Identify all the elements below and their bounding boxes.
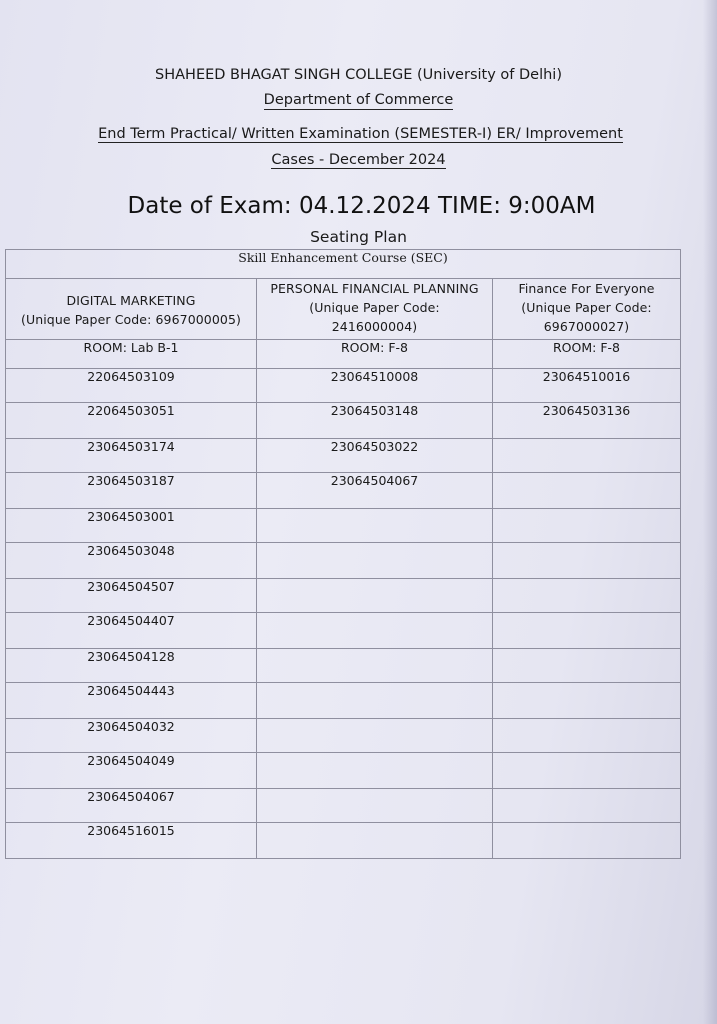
seating-plan-title: Seating Plan <box>310 228 407 246</box>
roll-number-cell: 23064503048 <box>6 543 257 579</box>
roll-number-cell: 23064504067 <box>257 473 493 509</box>
roll-number-cell: 23064503174 <box>6 439 257 473</box>
table-title: Skill Enhancement Course (SEC) <box>6 250 681 279</box>
roll-number-cell <box>257 789 493 823</box>
department-name <box>0 92 717 108</box>
roll-number-cell <box>493 473 681 509</box>
seating-plan-table <box>5 249 681 859</box>
paper-code: (Unique Paper Code: 6967000005) <box>20 312 241 327</box>
roll-number-cell <box>257 753 493 789</box>
course-name: Finance For Everyone <box>518 281 655 296</box>
roll-number-cell <box>493 579 681 613</box>
exam-date-time: Date of Exam: 04.12.2024 TIME: 9:00AM <box>127 193 596 219</box>
table-row <box>6 753 681 789</box>
roll-number-cell <box>493 613 681 649</box>
course-name: DIGITAL MARKETING <box>66 293 196 308</box>
course-name: PERSONAL FINANCIAL PLANNING <box>270 281 479 296</box>
roll-number-cell: 23064504443 <box>6 683 257 719</box>
exam-title-line1 <box>2 126 717 142</box>
table-row <box>6 579 681 613</box>
roll-number-cell: 23064503136 <box>493 403 681 439</box>
department-text: Department of Commerce <box>263 92 454 108</box>
roll-number-cell <box>493 789 681 823</box>
roll-number-cell <box>257 683 493 719</box>
course-header-cell <box>493 279 681 340</box>
roll-number-cell <box>493 823 681 859</box>
paper-code: (Unique Paper Code: <box>309 300 440 315</box>
roll-number-cell: 23064510016 <box>493 369 681 403</box>
table-row <box>6 369 681 403</box>
roll-number-cell <box>493 649 681 683</box>
roll-number-cell: 23064504032 <box>6 719 257 753</box>
roll-number-cell: 23064504049 <box>6 753 257 789</box>
roll-number-cell: 23064510008 <box>257 369 493 403</box>
table-row <box>6 439 681 473</box>
roll-number-cell <box>257 509 493 543</box>
table-row <box>6 509 681 543</box>
room-cell: ROOM: Lab B-1 <box>6 340 257 369</box>
roll-number-cell: 23064504067 <box>6 789 257 823</box>
roll-number-cell: 23064504507 <box>6 579 257 613</box>
roll-number-cell: 23064503148 <box>257 403 493 439</box>
roll-number-cell: 23064516015 <box>6 823 257 859</box>
roll-number-cell: 23064503022 <box>257 439 493 473</box>
roll-number-cell <box>493 719 681 753</box>
paper-code-line2: 2416000004) <box>331 319 418 334</box>
roll-number-cell: 23064504128 <box>6 649 257 683</box>
roll-number-cell <box>257 543 493 579</box>
course-header-row <box>6 279 681 340</box>
roll-number-cell <box>257 823 493 859</box>
course-header-cell <box>6 279 257 340</box>
roll-number-cell <box>493 509 681 543</box>
paper-code: (Unique Paper Code: <box>521 300 652 315</box>
roll-number-cell <box>257 649 493 683</box>
roll-number-cell <box>493 753 681 789</box>
table-row <box>6 543 681 579</box>
table-row <box>6 683 681 719</box>
roll-number-cell: 23064504407 <box>6 613 257 649</box>
roll-number-cell: 22064503051 <box>6 403 257 439</box>
roll-number-cell <box>493 683 681 719</box>
table-row <box>6 613 681 649</box>
roll-number-cell <box>493 439 681 473</box>
roll-number-cell <box>257 579 493 613</box>
college-name: SHAHEED BHAGAT SINGH COLLEGE (University of Delhi) <box>155 67 562 83</box>
table-row <box>6 403 681 439</box>
table-row <box>6 649 681 683</box>
roll-number-cell: 23064503187 <box>6 473 257 509</box>
paper-code-line2: 6967000027) <box>543 319 630 334</box>
table-row <box>6 719 681 753</box>
table-row <box>6 473 681 509</box>
room-cell: ROOM: F-8 <box>257 340 493 369</box>
roll-number-cell: 23064503001 <box>6 509 257 543</box>
table-row <box>6 823 681 859</box>
room-row <box>6 340 681 369</box>
roll-number-cell: 22064503109 <box>6 369 257 403</box>
roll-number-cell <box>257 613 493 649</box>
table-title-row <box>6 250 681 279</box>
course-header-cell <box>257 279 493 340</box>
exam-title-line2-text: Cases - December 2024 <box>271 152 446 168</box>
roll-number-cell <box>493 543 681 579</box>
table-row <box>6 789 681 823</box>
room-cell: ROOM: F-8 <box>493 340 681 369</box>
exam-title-line2 <box>0 152 717 168</box>
roll-number-cell <box>257 719 493 753</box>
exam-title-line1-text: End Term Practical/ Written Examination (SEMESTER-I) ER/ Improvement <box>98 126 623 142</box>
